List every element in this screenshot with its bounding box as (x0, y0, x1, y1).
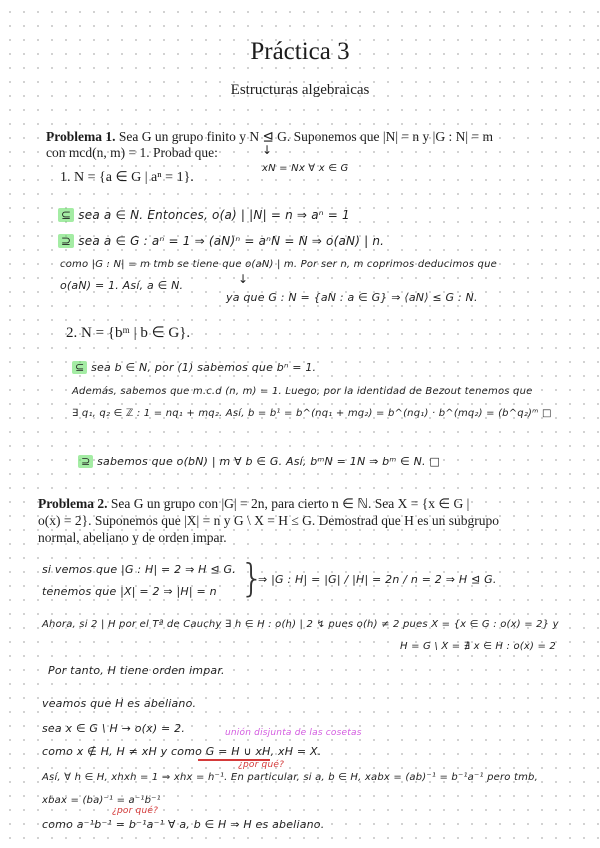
p1-item1-sol-line2 (58, 234, 384, 248)
p2-sol-line1: si vemos que |G : H| = 2 ⇒ H ⊴ G. (42, 563, 236, 576)
annotation-pink: unión disjunta de las cosetas (225, 728, 362, 738)
p1-item2-sol-line2: Además, sabemos que m.c.d (n, m) = 1. Luego, por la identidad de Bezout tenemos que (72, 386, 533, 397)
page-subtitle: Estructuras algebraicas (230, 82, 370, 98)
p1-item2-sol-line1 (72, 361, 316, 374)
problem2-statement-line3: normal, abeliano y de orden impar. (38, 530, 227, 545)
p1-item1-sol-line2-text: sea a ∈ G : aⁿ = 1 ⇒ (aN)ⁿ = aⁿN = N ⇒ o(aN) | n. (78, 234, 385, 248)
brace-icon: } (240, 556, 265, 600)
p1-item2-sol-line1-text: sea b ∈ N, por (1) sabemos que bⁿ = 1. (91, 361, 317, 374)
annotation-red-2: ¿por qué? (112, 806, 159, 816)
note-arrow: ↓ (262, 143, 273, 157)
p1-item2-sol-line4-text: sabemos que o(bN) | m ∀ b ∈ G. Así, bᵐN = 1N ⇒ bᵐ ∈ N. □ (97, 455, 441, 468)
p2-sol-line10: xbax = (ba)⁻¹ = a⁻¹b⁻¹ (42, 795, 161, 806)
problem1-statement-line2: con mcd(n, m) = 1. Probad que: (46, 145, 218, 160)
problem1-heading: Problema 1. (46, 129, 116, 144)
p1-item2-sol-line3: ∃ q₁, q₂ ∈ ℤ : 1 = nq₁ + mq₂. Así, b = b¹ = b^(nq₁ + mq₂) = b^(nq₁) · b^(mq₂) = (b^q₂)ᵐ □ (72, 408, 552, 419)
problem2-statement-line1 (38, 496, 469, 512)
subset-symbol: ⊆ (58, 208, 74, 222)
p2-sol-line7: sea x ∈ G \ H → o(x) = 2. (42, 722, 186, 735)
normal-subgroup-note: xN = Nx ∀ x ∈ G (262, 163, 349, 174)
superset-symbol-2: ⊇ (78, 455, 93, 468)
superset-symbol: ⊇ (58, 234, 74, 248)
p2-sol-line6: veamos que H es abeliano. (42, 697, 197, 710)
p2-sol-line11: como a⁻¹b⁻¹ = b⁻¹a⁻¹ ∀ a, b ∈ H ⇒ H es abeliano. (42, 818, 325, 831)
page-title: Práctica 3 (250, 38, 350, 65)
problem2-statement-line1-text: Sea G un grupo con |G| = 2n, para cierto n ∈ ℕ. Sea X = {x ∈ G | (110, 496, 470, 511)
p2-sol-line8: como x ∉ H, H ≠ xH y como G = H ∪ xH, xH = X. (42, 745, 322, 758)
p1-item1-sol-line1 (58, 208, 350, 222)
p2-sol-line4: H = G \ X = ∄ x ∈ H : o(x) = 2 (400, 641, 556, 652)
problem1-item2: 2. N = {bᵐ | b ∈ G}. (66, 325, 191, 341)
p1-item1-sol-line1-text: sea a ∈ N. Entonces, o(a) | |N| = n ⇒ aⁿ = 1 (78, 208, 350, 222)
problem2-heading: Problema 2. (38, 496, 108, 511)
subset-symbol-2: ⊆ (72, 361, 87, 374)
p1-item1-sol-line5: ya que G : N = {aN : a ∈ G} ⇒ ⟨aN⟩ ≤ G : N. (226, 291, 478, 304)
problem1-statement-line1: Sea G un grupo finito y N ⊴ G. Suponemos que |N| = n y |G : N| = m (118, 129, 493, 144)
p2-sol-brace-result: ⇒ |G : H| = |G| / |H| = 2n / n = 2 ⇒ H ⊴ G. (258, 573, 497, 586)
p2-sol-line3: Ahora, si 2 | H por el Tª de Cauchy ∃ h ∈ H : o(h) | 2 ↯ pues o(h) ≠ 2 pues X = {x ∈ G : o(x) = 2} y (42, 619, 559, 630)
p1-item1-sol-line3: como |G : N| = m tmb se tiene que o(aN) | m. Por ser n, m coprimos deducimos que (60, 259, 497, 270)
p1-item1-sol-arrow: ↓ (238, 272, 249, 286)
problem2-statement-line2: o(x) = 2}. Suponemos que |X| = n y G \ X = H ≤ G. Demostrad que H es un subgrupo (38, 513, 499, 528)
p2-sol-line2: tenemos que |X| = 2 ⇒ |H| = n (42, 585, 217, 598)
p1-item2-sol-line4 (78, 455, 440, 468)
problem1-statement (46, 129, 561, 145)
p1-item1-sol-line4: o(aN) = 1. Así, a ∈ N. (60, 279, 184, 292)
annotation-red: ¿por qué? (238, 760, 285, 770)
p2-sol-line5: Por tanto, H tiene orden impar. (48, 664, 225, 677)
problem1-item1: 1. N = {a ∈ G | aⁿ = 1}. (60, 170, 194, 185)
p2-sol-line9: Así, ∀ h ∈ H, xhxh = 1 ⇒ xhx = h⁻¹. En particular, si a, b ∈ H, xabx = (ab)⁻¹ = b⁻¹a⁻¹ pero tmb, (42, 772, 538, 783)
